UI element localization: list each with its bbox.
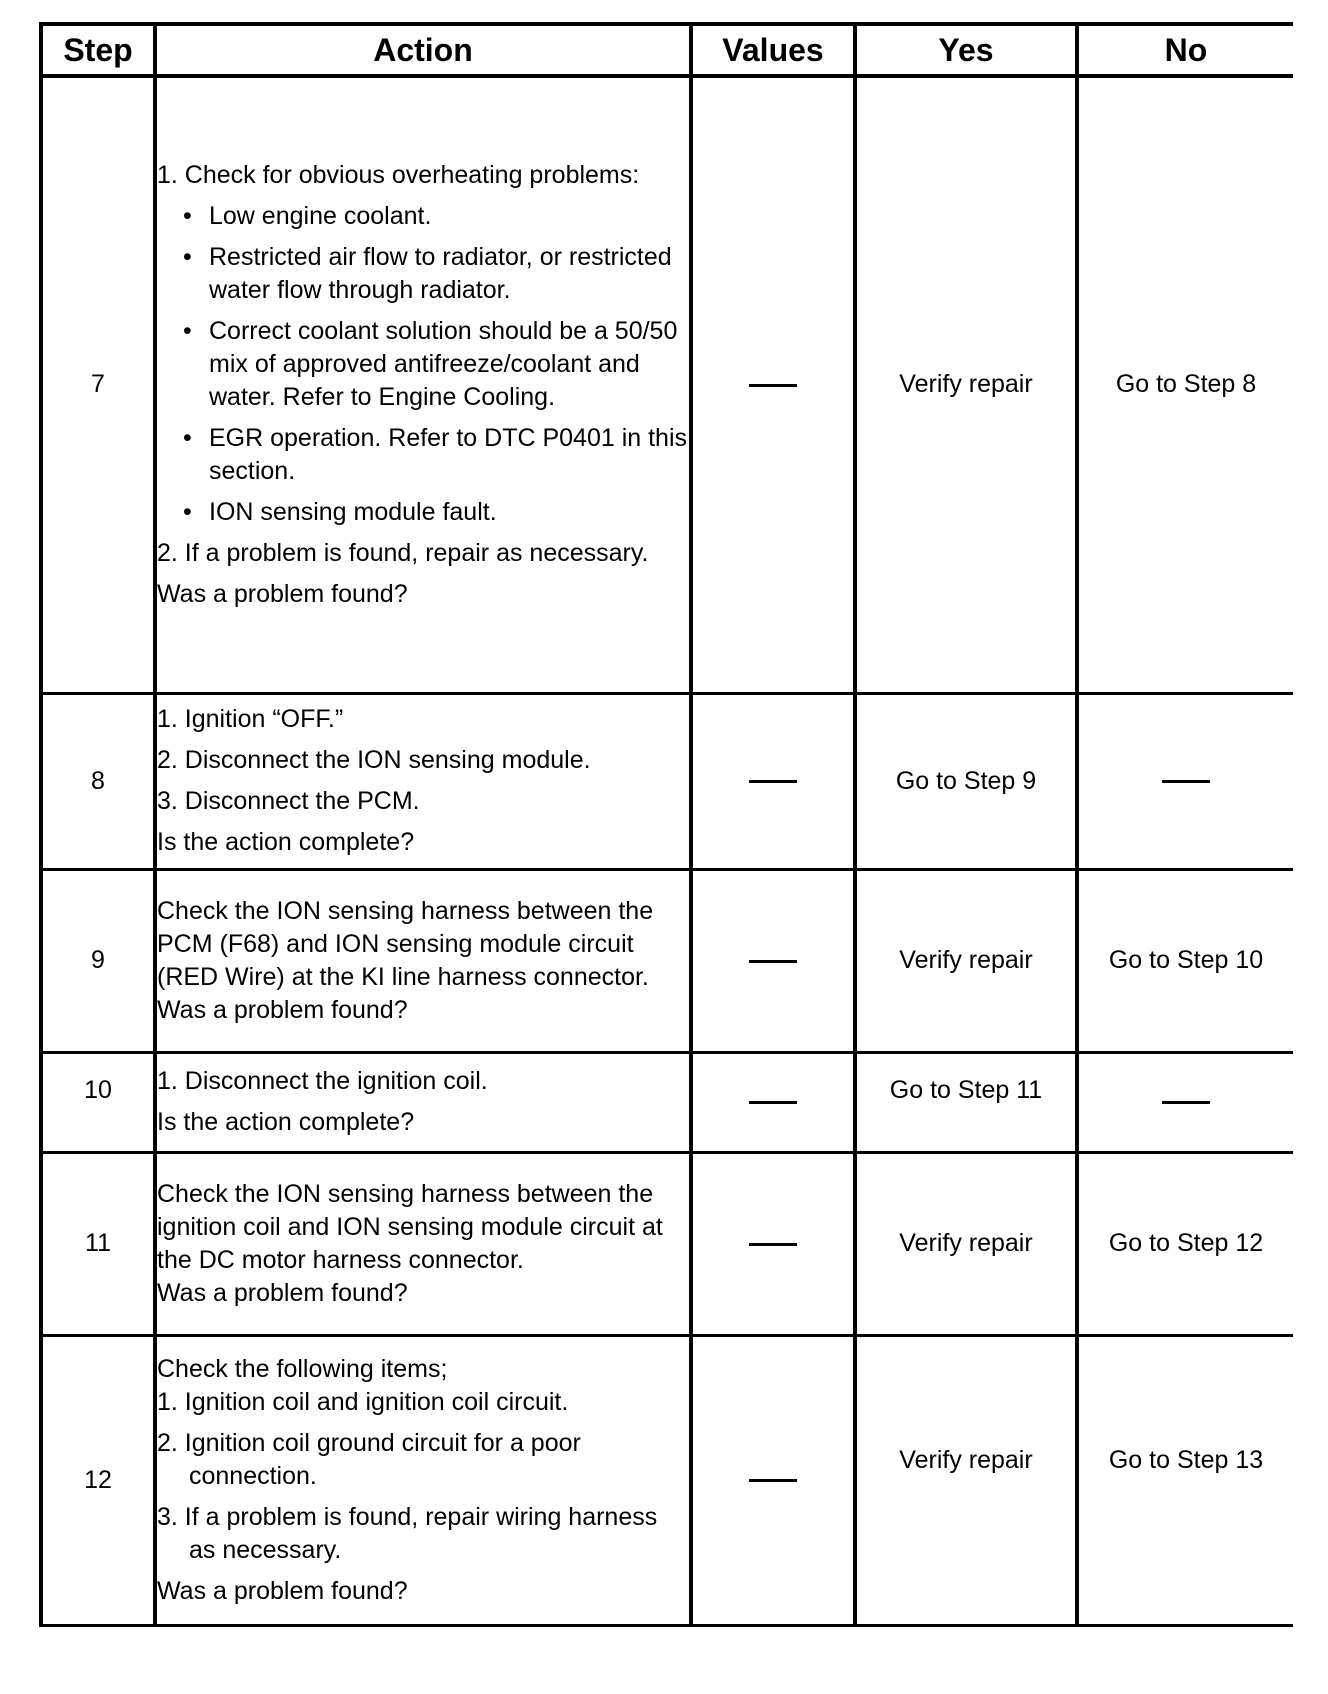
values-cell bbox=[691, 1152, 855, 1335]
yes-result: Verify repair bbox=[855, 869, 1077, 1052]
action-paragraph: Check the following items; bbox=[157, 1354, 448, 1383]
yes-result: Verify repair bbox=[855, 76, 1077, 693]
em-dash bbox=[749, 1243, 797, 1246]
action-item: 3. If a problem is found, repair wiring harness as necessary. bbox=[157, 1502, 658, 1564]
no-result: Go to Step 10 bbox=[1077, 869, 1293, 1052]
no-result-cell bbox=[1077, 1052, 1293, 1152]
action-bullet: • Low engine coolant. bbox=[157, 200, 689, 233]
values-cell bbox=[691, 693, 855, 869]
action-question: Was a problem found? bbox=[157, 1278, 408, 1307]
action-item: 1. Check for obvious overheating problems: bbox=[157, 160, 640, 189]
bullet-icon: • bbox=[183, 201, 192, 230]
column-header-no: No bbox=[1077, 24, 1293, 76]
yes-result: Go to Step 11 bbox=[855, 1052, 1077, 1152]
action-item: 2. If a problem is found, repair as necessary. bbox=[157, 538, 649, 567]
action-paragraph: Check the ION sensing harness between the ignition coil and ION sensing module circuit at the DC motor harness connector. bbox=[157, 1179, 663, 1274]
action-item: 2. Disconnect the ION sensing module. bbox=[157, 746, 591, 774]
column-header-yes: Yes bbox=[855, 24, 1077, 76]
action-cell bbox=[155, 1335, 691, 1625]
step-number: 10 bbox=[41, 1052, 155, 1152]
em-dash bbox=[749, 960, 797, 963]
action-bullet: • EGR operation. Refer to DTC P0401 in this section. bbox=[183, 423, 688, 485]
diagnostic-table bbox=[39, 22, 1293, 1627]
bullet-icon: • bbox=[183, 423, 192, 452]
action-cell bbox=[155, 1152, 691, 1335]
em-dash bbox=[1162, 780, 1210, 783]
bullet-icon: • bbox=[183, 497, 192, 526]
values-cell bbox=[691, 869, 855, 1052]
column-header-values: Values bbox=[691, 24, 855, 76]
action-item: 1. Ignition “OFF.” bbox=[157, 705, 344, 733]
table-row-step-8 bbox=[41, 693, 1293, 869]
yes-result: Verify repair bbox=[855, 1335, 1077, 1625]
em-dash bbox=[749, 1101, 797, 1104]
step-number: 12 bbox=[41, 1335, 155, 1625]
no-result: Go to Step 12 bbox=[1077, 1152, 1293, 1335]
action-question: Was a problem found? bbox=[157, 995, 408, 1024]
yes-result: Go to Step 9 bbox=[855, 693, 1077, 869]
action-bullet: • Restricted air flow to radiator, or restricted water flow through radiator. bbox=[183, 242, 672, 304]
column-header-action: Action bbox=[155, 24, 691, 76]
action-cell bbox=[155, 869, 691, 1052]
action-question: Was a problem found? bbox=[157, 579, 408, 608]
table-row-step-12 bbox=[41, 1335, 1293, 1625]
action-question: Is the action complete? bbox=[157, 828, 415, 856]
yes-result: Verify repair bbox=[855, 1152, 1077, 1335]
step-number: 11 bbox=[41, 1152, 155, 1335]
action-bullet: • ION sensing module fault. bbox=[157, 496, 689, 529]
table-header-row bbox=[41, 24, 1293, 76]
column-header-step: Step bbox=[41, 24, 155, 76]
diagnostic-table-page bbox=[39, 22, 1293, 1694]
em-dash bbox=[749, 780, 797, 783]
action-cell bbox=[155, 693, 691, 869]
step-number: 7 bbox=[41, 76, 155, 693]
action-paragraph: Check the ION sensing harness between the PCM (F68) and ION sensing module circuit (RED Wire) at the KI line harness connector. bbox=[157, 896, 654, 991]
step-number: 8 bbox=[41, 693, 155, 869]
table-row-step-9 bbox=[41, 869, 1293, 1052]
bullet-icon: • bbox=[183, 242, 192, 271]
action-item: 1. Disconnect the ignition coil. bbox=[157, 1067, 488, 1095]
values-cell bbox=[691, 76, 855, 693]
table-row-step-7 bbox=[41, 76, 1293, 693]
bullet-icon: • bbox=[183, 316, 192, 345]
step-number: 9 bbox=[41, 869, 155, 1052]
no-result: Go to Step 13 bbox=[1077, 1335, 1293, 1625]
action-question: Is the action complete? bbox=[157, 1108, 415, 1136]
action-item: 1. Ignition coil and ignition coil circuit. bbox=[157, 1387, 569, 1416]
em-dash bbox=[749, 384, 797, 387]
values-cell bbox=[691, 1052, 855, 1152]
action-cell bbox=[155, 1052, 691, 1152]
action-bullet: • Correct coolant solution should be a 50/50 mix of approved antifreeze/coolant and water. Refer to Engine Cooling. bbox=[183, 316, 678, 411]
no-result: Go to Step 8 bbox=[1077, 76, 1293, 693]
action-item: 2. Ignition coil ground circuit for a poor connection. bbox=[157, 1428, 581, 1490]
no-result-cell bbox=[1077, 693, 1293, 869]
action-cell bbox=[155, 76, 691, 693]
action-question: Was a problem found? bbox=[157, 1576, 408, 1605]
table-row-step-10 bbox=[41, 1052, 1293, 1152]
table-row-step-11 bbox=[41, 1152, 1293, 1335]
values-cell bbox=[691, 1335, 855, 1625]
em-dash bbox=[1162, 1101, 1210, 1104]
em-dash bbox=[749, 1479, 797, 1482]
action-item: 3. Disconnect the PCM. bbox=[157, 787, 420, 815]
